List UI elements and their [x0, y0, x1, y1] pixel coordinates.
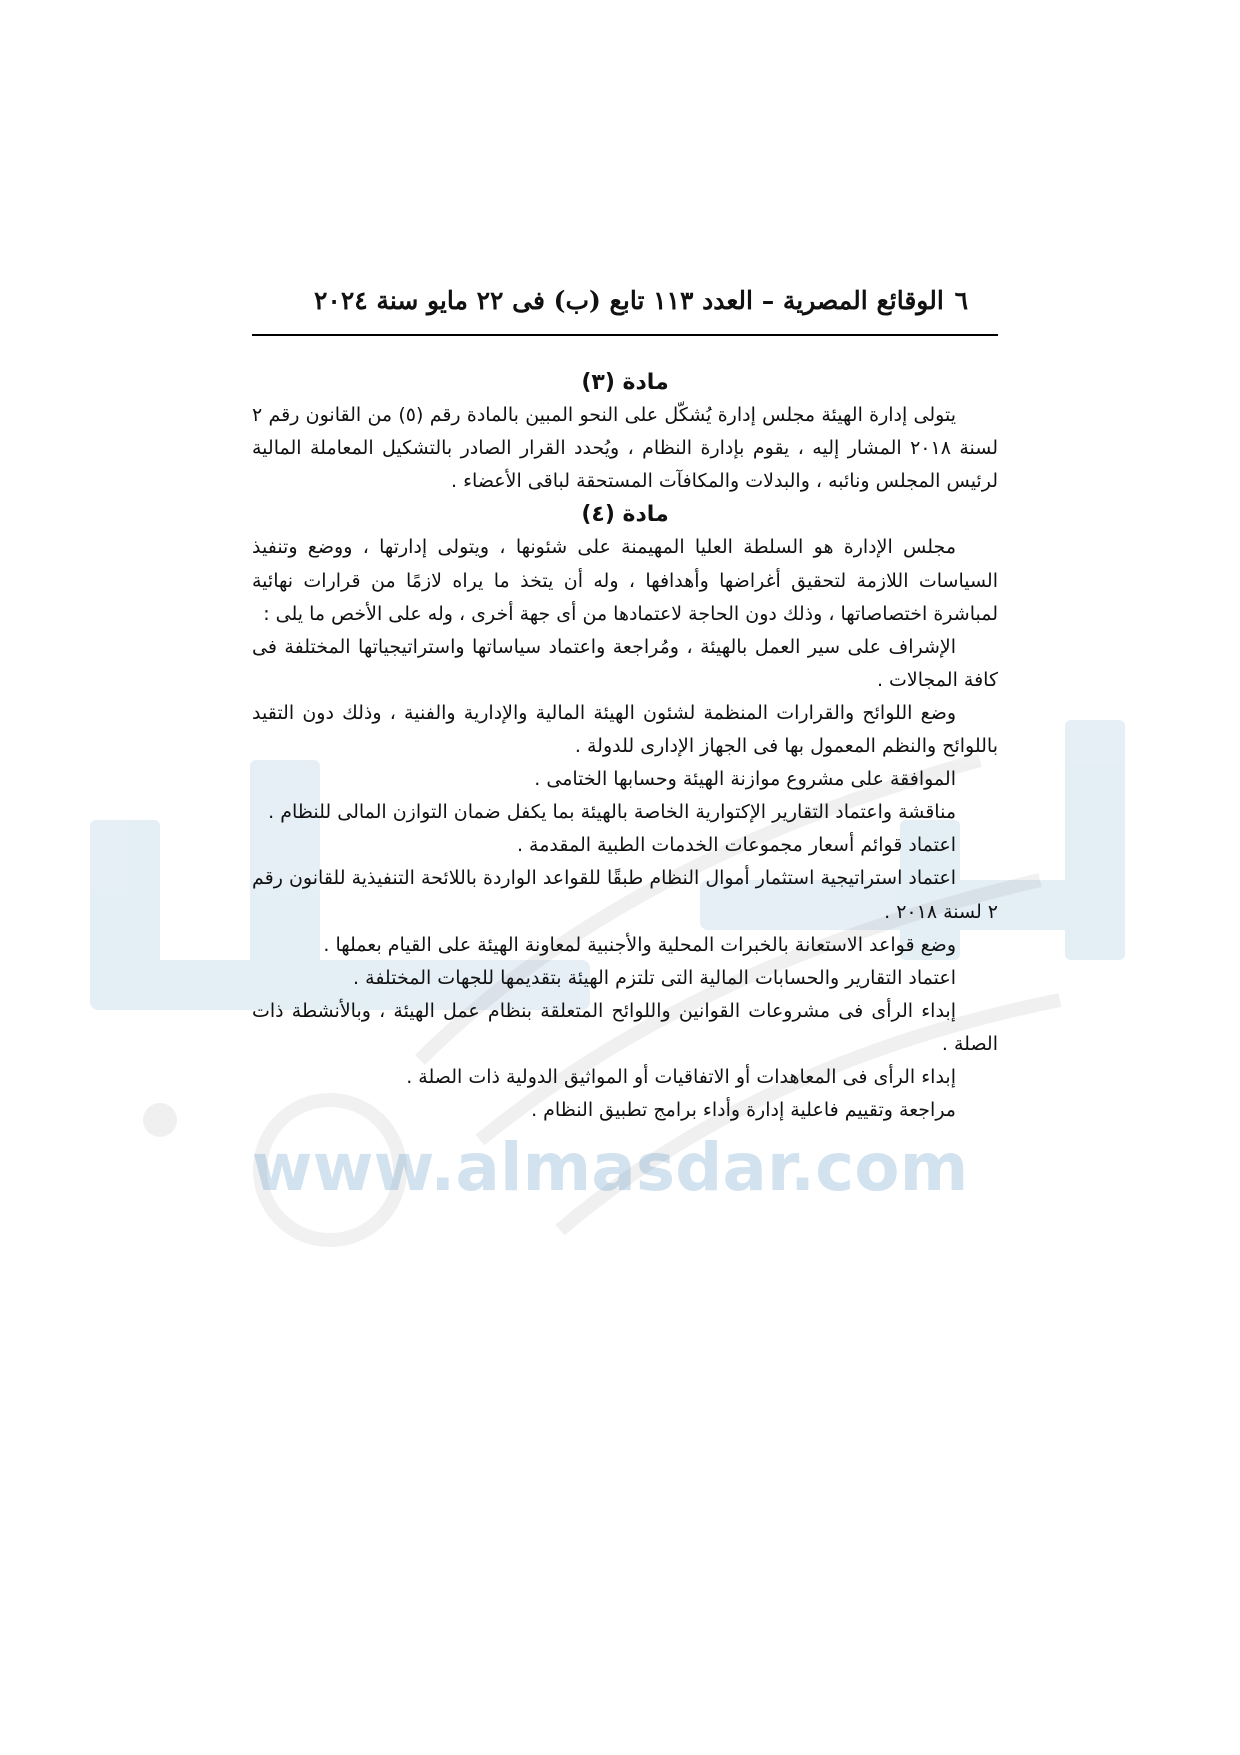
list-item: الإشراف على سير العمل بالهيئة ، ومُراجعة واعتماد سياساتها واستراتيجياتها المختلفة فى كافة المجالات .	[252, 635, 998, 691]
list-item: الموافقة على مشروع موازنة الهيئة وحسابها الختامى .	[534, 768, 956, 791]
header-rule	[252, 334, 998, 336]
list-item: إبداء الرأى فى مشروعات القوانين واللوائح المتعلقة بنظام عمل الهيئة ، وبالأنشطة ذات الصلة .	[252, 999, 998, 1055]
document-body	[252, 366, 998, 1127]
list-item: مناقشة واعتماد التقارير الإكتوارية الخاصة بالهيئة بما يكفل ضمان التوازن المالى للنظام .	[268, 801, 956, 824]
list-item: إبداء الرأى فى المعاهدات أو الاتفاقيات أو المواثيق الدولية ذات الصلة .	[406, 1065, 956, 1088]
article-paragraph: مجلس الإدارة هو السلطة العليا المهيمنة على شئونها ، ويتولى إدارتها ، ووضع وتنفيذ السياسات اللازمة لتحقيق أغراضها وأهدافها ، وله أن يتخذ ما يراه لازمًا من قرارات نهائية لمباشرة اختصاصاتها ، وذلك دون الحاجة لاعتمادها من أى جهة أخرى ، وله على الأخص ما يلى :	[252, 536, 998, 625]
page-number: ٦	[954, 286, 968, 315]
gazette-title: الوقائع المصرية – العدد ١١٣ تابع (ب) فى ٢٢ مايو سنة ٢٠٢٤	[314, 286, 944, 315]
list-item: مراجعة وتقييم فاعلية إدارة وأداء برامج تطبيق النظام .	[531, 1099, 956, 1122]
list-item: اعتماد التقارير والحسابات المالية التى تلتزم الهيئة بتقديمها للجهات المختلفة .	[353, 966, 956, 989]
article-heading: مادة (٤)	[581, 502, 669, 528]
watermark-url: www.almasdar.com	[251, 1129, 969, 1206]
list-item: وضع اللوائح والقرارات المنظمة لشئون الهيئة المالية والإدارية والفنية ، وذلك دون التقيد باللوائح والنظم المعمول بها فى الجهاز الإدارى للدولة .	[252, 701, 998, 758]
list-item: اعتماد قوائم أسعار مجموعات الخدمات الطبية المقدمة .	[516, 834, 956, 857]
list-item: اعتماد استراتيجية استثمار أموال النظام طبقًا للقواعد الواردة باللائحة التنفيذية للقانون رقم ٢ لسنة ٢٠١٨ .	[252, 867, 998, 923]
page-header	[252, 278, 998, 322]
article-paragraph: يتولى إدارة الهيئة مجلس إدارة يُشكّل على النحو المبين بالمادة رقم (٥) من القانون رقم ٢ لسنة ٢٠١٨ المشار إليه ، يقوم بإدارة النظام ، ويُحدد القرار الصادر بالتشكيل المعاملة المالية لرئيس المجلس ونائبه ، والبدلات والمكافآت المستحقة لباقى الأعضاء .	[252, 404, 998, 493]
article-heading: مادة (٣)	[581, 370, 669, 395]
list-item: وضع قواعد الاستعانة بالخبرات المحلية والأجنبية لمعاونة الهيئة على القيام بعملها .	[323, 933, 956, 956]
